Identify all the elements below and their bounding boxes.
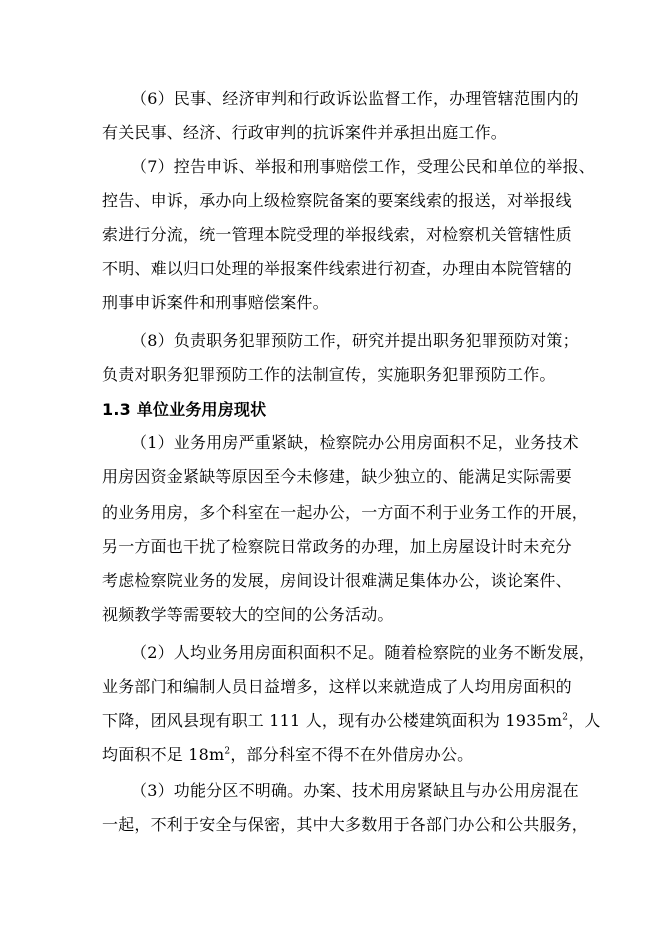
s2-line-3-superscript: 2 [562,712,569,723]
p6-line-2: 有关民事、经济、行政审判的抗诉案件并承担出庭工作。 [102,123,508,142]
s2-line-1: （2）人均业务用房面积面积不足。随着检察院的业务不断发展， [131,643,595,662]
s3-line-1: （3）功能分区不明确。办案、技术用房紧缺且与办公用房混在 [131,781,579,800]
s2-line-3 [102,711,601,731]
s1-line-2: 用房因资金紧缺等原因至今未修建，缺少独立的、能满足实际需要 [102,467,572,486]
s1-line-1: （1）业务用房严重紧缺，检察院办公用房面积不足，业务技术 [131,433,579,452]
p7-line-5: 刑事申诉案件和刑事赔偿案件。 [102,293,329,312]
p8-line-2: 负责对职务犯罪预防工作的法制宣传，实施职务犯罪预防工作。 [102,365,556,384]
s1-line-5: 考虑检察院业务的发展，房间设计很难满足集体办公，谈论案件、 [102,571,572,590]
p7-line-1: （7）控告申诉、举报和刑事赔偿工作，受理公民和单位的举报、 [131,157,595,176]
s2-line-4-superscript: 2 [224,746,231,757]
p7-line-2: 控告、申诉，承办向上级检察院备案的要案线索的报送，对举报线 [102,191,572,210]
p6-line-1: （6）民事、经济审判和行政诉讼监督工作，办理管辖范围内的 [131,89,579,108]
s1-line-6: 视频教学等需要较大的空间的公务活动。 [102,605,394,624]
s1-line-3: 的业务用房，多个科室在一起办公，一方面不利于业务工作的开展， [102,503,589,522]
s2-line-4a: 均面积不足 18m [102,745,225,764]
s3-line-2: 一起，不利于安全与保密，其中大多数用于各部门办公和公共服务， [102,815,589,834]
p8-line-1: （8）负责职务犯罪预防工作，研究并提出职务犯罪预防对策； [131,331,579,350]
p7-line-4: 不明、难以归口处理的举报案件线索进行初查，办理由本院管辖的 [102,259,572,278]
s1-line-4: 另一方面也干扰了检察院日常政务的办理，加上房屋设计时未充分 [102,537,572,556]
p7-line-3: 索进行分流，统一管理本院受理的举报线索，对检察机关管辖性质 [102,225,572,244]
s2-line-3a: 下降，团风县现有职工 111 人，现有办公楼建筑面积为 1935m [102,711,563,730]
s2-line-4b: ，部分科室不得不在外借房办公。 [230,745,474,764]
s2-line-4 [102,745,473,765]
s2-line-3b: ，人 [568,711,601,730]
section-heading: 1.3 单位业务用房现状 [102,400,267,419]
s2-line-2: 业务部门和编制人员日益增多，这样以来就造成了人均用房面积的 [102,677,572,696]
